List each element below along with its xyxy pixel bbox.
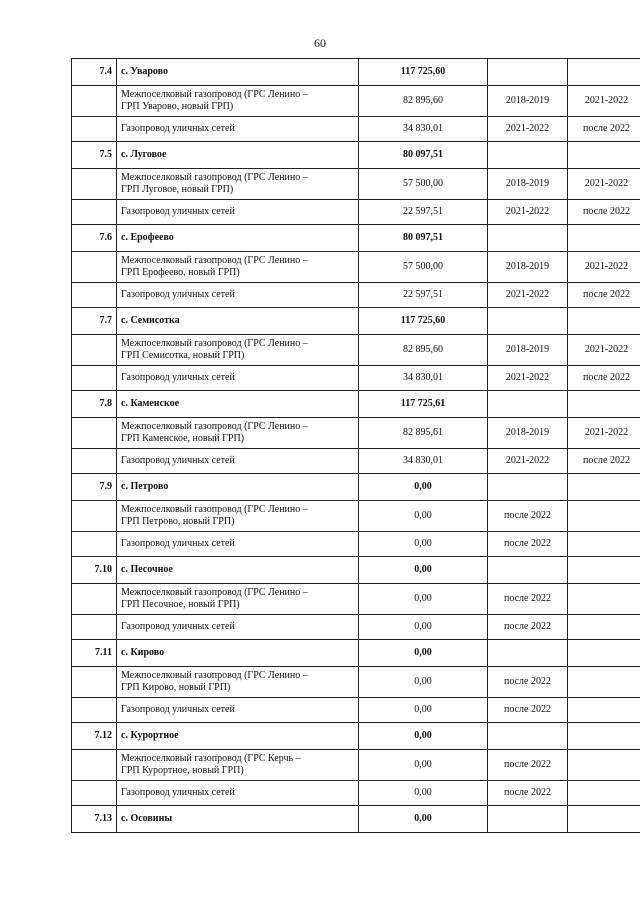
settlement-name: с. Осовины <box>117 806 359 833</box>
empty-cell <box>72 169 117 200</box>
section-number: 7.7 <box>72 308 117 335</box>
pipeline-name-line1: Газопровод уличных сетей <box>121 787 235 798</box>
settlement-total: 0,00 <box>359 474 488 501</box>
end-period <box>568 532 640 557</box>
end-period: 2021-2022 <box>568 252 640 283</box>
section-number: 7.12 <box>72 723 117 750</box>
pipeline-name <box>117 283 359 308</box>
settlement-name: с. Петрово <box>117 474 359 501</box>
section-number: 7.11 <box>72 640 117 667</box>
pipeline-cost: 57 500,00 <box>359 252 488 283</box>
pipeline-cost: 0,00 <box>359 532 488 557</box>
pipeline-item-row <box>72 615 640 640</box>
pipeline-cost: 34 830,01 <box>359 366 488 391</box>
pipeline-item-row <box>72 283 640 308</box>
pipeline-name-line1: Газопровод уличных сетей <box>121 704 235 715</box>
pipeline-cost: 0,00 <box>359 667 488 698</box>
pipeline-item-row <box>72 200 640 225</box>
end-period: после 2022 <box>568 200 640 225</box>
start-period: после 2022 <box>488 750 568 781</box>
pipeline-item-row <box>72 335 640 366</box>
empty-cell <box>72 86 117 117</box>
pipeline-name-line2: ГРП Каменское, новый ГРП) <box>121 433 245 444</box>
pipeline-item-row <box>72 532 640 557</box>
pipeline-name <box>117 335 359 366</box>
settlement-name: с. Ерофеево <box>117 225 359 252</box>
pipeline-name-line1: Межпоселковый газопровод (ГРС Ленино – <box>121 255 308 266</box>
pipeline-name <box>117 418 359 449</box>
settlement-name: с. Каменское <box>117 391 359 418</box>
pipeline-name <box>117 501 359 532</box>
pipeline-cost: 82 895,61 <box>359 418 488 449</box>
end-period: после 2022 <box>568 117 640 142</box>
section-number: 7.10 <box>72 557 117 584</box>
end-period: после 2022 <box>568 283 640 308</box>
empty-cell <box>72 781 117 806</box>
start-period: 2018-2019 <box>488 86 568 117</box>
pipeline-name <box>117 252 359 283</box>
pipeline-name <box>117 117 359 142</box>
settlement-name: с. Луговое <box>117 142 359 169</box>
start-period: после 2022 <box>488 667 568 698</box>
pipeline-cost: 0,00 <box>359 698 488 723</box>
pipeline-cost: 0,00 <box>359 584 488 615</box>
pipeline-cost: 0,00 <box>359 750 488 781</box>
pipeline-name-line1: Межпоселковый газопровод (ГРС Ленино – <box>121 670 308 681</box>
pipeline-name-line1: Межпоселковый газопровод (ГРС Ленино – <box>121 587 308 598</box>
pipeline-item-row <box>72 667 640 698</box>
empty-cell <box>568 391 640 418</box>
start-period: после 2022 <box>488 781 568 806</box>
end-period <box>568 667 640 698</box>
pipeline-name-line2: ГРП Курортное, новый ГРП) <box>121 765 244 776</box>
table-body <box>72 59 640 833</box>
start-period: 2021-2022 <box>488 366 568 391</box>
start-period: после 2022 <box>488 532 568 557</box>
pipeline-item-row <box>72 698 640 723</box>
pipeline-name-line1: Межпоселковый газопровод (ГРС Ленино – <box>121 421 308 432</box>
pipeline-name <box>117 86 359 117</box>
empty-cell <box>72 501 117 532</box>
start-period: 2018-2019 <box>488 418 568 449</box>
pipeline-cost: 57 500,00 <box>359 169 488 200</box>
settlement-name: с. Уварово <box>117 59 359 86</box>
empty-cell <box>72 366 117 391</box>
pipeline-cost: 82 895,60 <box>359 86 488 117</box>
pipeline-item-row <box>72 418 640 449</box>
pipeline-name-line1: Межпоселковый газопровод (ГРС Ленино – <box>121 504 308 515</box>
empty-cell <box>568 640 640 667</box>
settlement-total: 117 725,60 <box>359 308 488 335</box>
pipeline-name-line1: Газопровод уличных сетей <box>121 372 235 383</box>
pipeline-name <box>117 781 359 806</box>
pipeline-name-line2: ГРП Семисотка, новый ГРП) <box>121 350 245 361</box>
section-number: 7.8 <box>72 391 117 418</box>
settlement-total: 0,00 <box>359 806 488 833</box>
pipeline-name-line1: Газопровод уличных сетей <box>121 206 235 217</box>
settlement-name: с. Кирово <box>117 640 359 667</box>
settlement-name: с. Курортное <box>117 723 359 750</box>
empty-cell <box>72 532 117 557</box>
empty-cell <box>72 200 117 225</box>
start-period: 2018-2019 <box>488 252 568 283</box>
pipeline-item-row <box>72 252 640 283</box>
empty-cell <box>72 117 117 142</box>
section-number: 7.13 <box>72 806 117 833</box>
pipeline-item-row <box>72 449 640 474</box>
pipeline-cost: 22 597,51 <box>359 283 488 308</box>
empty-cell <box>488 806 568 833</box>
pipeline-cost: 34 830,01 <box>359 117 488 142</box>
pipeline-item-row <box>72 169 640 200</box>
settlement-total: 0,00 <box>359 640 488 667</box>
settlement-name: с. Семисотка <box>117 308 359 335</box>
start-period: 2021-2022 <box>488 283 568 308</box>
settlement-row <box>72 308 640 335</box>
empty-cell <box>72 335 117 366</box>
pipeline-cost: 34 830,01 <box>359 449 488 474</box>
end-period <box>568 615 640 640</box>
empty-cell <box>72 283 117 308</box>
empty-cell <box>488 59 568 86</box>
empty-cell <box>568 308 640 335</box>
settlement-name: с. Песочное <box>117 557 359 584</box>
end-period: 2021-2022 <box>568 418 640 449</box>
end-period <box>568 750 640 781</box>
empty-cell <box>72 449 117 474</box>
page-number: 60 <box>314 36 326 50</box>
settlement-total: 80 097,51 <box>359 225 488 252</box>
start-period: 2018-2019 <box>488 335 568 366</box>
settlement-row <box>72 225 640 252</box>
settlement-row <box>72 723 640 750</box>
settlement-row <box>72 640 640 667</box>
pipeline-item-row <box>72 86 640 117</box>
settlement-row <box>72 391 640 418</box>
empty-cell <box>488 474 568 501</box>
pipeline-name-line1: Межпоселковый газопровод (ГРС Ленино – <box>121 338 308 349</box>
pipeline-name-line1: Газопровод уличных сетей <box>121 538 235 549</box>
settlement-row <box>72 142 640 169</box>
section-number: 7.5 <box>72 142 117 169</box>
pipeline-name-line1: Газопровод уличных сетей <box>121 621 235 632</box>
pipeline-name <box>117 667 359 698</box>
pipeline-name-line1: Газопровод уличных сетей <box>121 455 235 466</box>
empty-cell <box>568 142 640 169</box>
pipeline-item-row <box>72 750 640 781</box>
pipeline-item-row <box>72 584 640 615</box>
empty-cell <box>488 225 568 252</box>
pipeline-item-row <box>72 501 640 532</box>
end-period: 2021-2022 <box>568 86 640 117</box>
empty-cell <box>568 723 640 750</box>
settlement-total: 0,00 <box>359 723 488 750</box>
pipeline-name <box>117 449 359 474</box>
end-period: 2021-2022 <box>568 335 640 366</box>
end-period: после 2022 <box>568 449 640 474</box>
empty-cell <box>488 142 568 169</box>
start-period: после 2022 <box>488 615 568 640</box>
pipeline-name-line2: ГРП Кирово, новый ГРП) <box>121 682 231 693</box>
empty-cell <box>72 252 117 283</box>
pipeline-cost: 0,00 <box>359 615 488 640</box>
settlement-row <box>72 474 640 501</box>
empty-cell <box>72 698 117 723</box>
empty-cell <box>568 59 640 86</box>
pipeline-name-line1: Межпоселковый газопровод (ГРС Ленино – <box>121 172 308 183</box>
pipeline-name-line1: Межпоселковый газопровод (ГРС Керчь – <box>121 753 301 764</box>
gas-pipeline-table <box>71 58 640 833</box>
section-number: 7.4 <box>72 59 117 86</box>
pipeline-name-line1: Газопровод уличных сетей <box>121 123 235 134</box>
pipeline-name <box>117 366 359 391</box>
empty-cell <box>568 806 640 833</box>
settlement-total: 0,00 <box>359 557 488 584</box>
end-period <box>568 501 640 532</box>
settlement-total: 117 725,60 <box>359 59 488 86</box>
pipeline-cost: 82 895,60 <box>359 335 488 366</box>
empty-cell <box>72 584 117 615</box>
pipeline-item-row <box>72 366 640 391</box>
pipeline-item-row <box>72 781 640 806</box>
pipeline-name-line2: ГРП Уварово, новый ГРП) <box>121 101 234 112</box>
start-period: 2021-2022 <box>488 200 568 225</box>
empty-cell <box>568 474 640 501</box>
start-period: 2021-2022 <box>488 449 568 474</box>
pipeline-name <box>117 200 359 225</box>
pipeline-name-line1: Газопровод уличных сетей <box>121 289 235 300</box>
pipeline-item-row <box>72 117 640 142</box>
empty-cell <box>488 308 568 335</box>
settlement-row <box>72 557 640 584</box>
empty-cell <box>72 418 117 449</box>
settlement-total: 80 097,51 <box>359 142 488 169</box>
settlement-total: 117 725,61 <box>359 391 488 418</box>
pipeline-name <box>117 698 359 723</box>
empty-cell <box>72 750 117 781</box>
pipeline-name <box>117 169 359 200</box>
settlement-row <box>72 806 640 833</box>
empty-cell <box>488 391 568 418</box>
pipeline-name <box>117 615 359 640</box>
empty-cell <box>488 557 568 584</box>
pipeline-name-line2: ГРП Песочное, новый ГРП) <box>121 599 240 610</box>
start-period: 2018-2019 <box>488 169 568 200</box>
pipeline-name-line2: ГРП Луговое, новый ГРП) <box>121 184 234 195</box>
empty-cell <box>72 667 117 698</box>
end-period <box>568 781 640 806</box>
pipeline-name-line2: ГРП Петрово, новый ГРП) <box>121 516 235 527</box>
start-period: 2021-2022 <box>488 117 568 142</box>
empty-cell <box>488 723 568 750</box>
end-period: после 2022 <box>568 366 640 391</box>
pipeline-cost: 0,00 <box>359 781 488 806</box>
pipeline-cost: 22 597,51 <box>359 200 488 225</box>
end-period <box>568 584 640 615</box>
end-period <box>568 698 640 723</box>
start-period: после 2022 <box>488 501 568 532</box>
empty-cell <box>488 640 568 667</box>
empty-cell <box>568 225 640 252</box>
empty-cell <box>72 615 117 640</box>
settlement-row <box>72 59 640 86</box>
pipeline-name <box>117 584 359 615</box>
pipeline-name <box>117 532 359 557</box>
pipeline-cost: 0,00 <box>359 501 488 532</box>
section-number: 7.6 <box>72 225 117 252</box>
pipeline-name-line1: Межпоселковый газопровод (ГРС Ленино – <box>121 89 308 100</box>
section-number: 7.9 <box>72 474 117 501</box>
start-period: после 2022 <box>488 698 568 723</box>
empty-cell <box>568 557 640 584</box>
pipeline-name <box>117 750 359 781</box>
end-period: 2021-2022 <box>568 169 640 200</box>
start-period: после 2022 <box>488 584 568 615</box>
pipeline-name-line2: ГРП Ерофеево, новый ГРП) <box>121 267 240 278</box>
